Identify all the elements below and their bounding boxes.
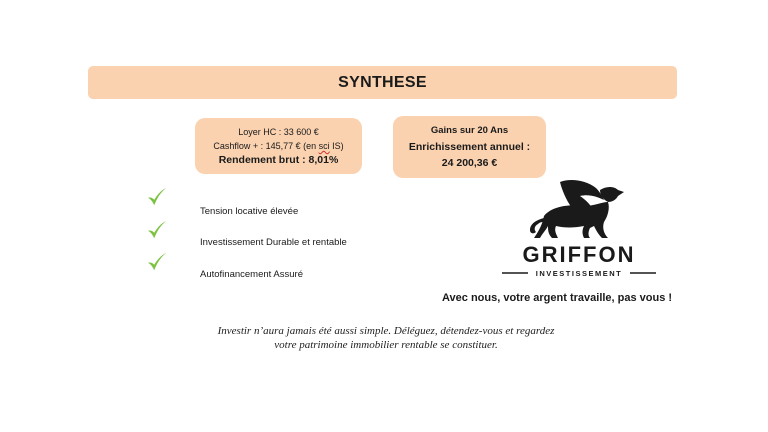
logo-tagline: INVESTISSEMENT: [535, 269, 623, 278]
check-item-durable: [146, 219, 347, 248]
checkmark-icon: [146, 219, 168, 241]
quote-line-1: Investir n’aura jamais été aussi simple. Déléguez, détendez-vous et regardez: [217, 325, 555, 337]
check-label: Tension locative élevée: [200, 206, 299, 217]
check-item-tension: [146, 186, 299, 217]
loyer-line: Loyer HC : 33 600 €: [238, 127, 319, 137]
checkmark-icon: [146, 186, 168, 208]
enrichissement-line: Enrichissement annuel :: [408, 141, 531, 153]
check-label: Investissement Durable et rentable: [200, 237, 347, 248]
rent-summary-card: [195, 118, 362, 174]
griffon-logo: [500, 176, 658, 280]
cashflow-prefix: Cashflow + : 145,77 € (en: [213, 141, 319, 151]
gains-line: Gains sur 20 Ans: [430, 125, 509, 136]
montant-line: 24 200,36 €: [441, 157, 498, 169]
cashflow-line: [213, 139, 343, 153]
griffin-icon: [530, 180, 624, 238]
cashflow-sci: sci: [318, 141, 330, 151]
check-label: Autofinancement Assuré: [200, 269, 303, 280]
checkmark-icon: [146, 251, 168, 273]
synthese-title-bar: [88, 66, 677, 99]
cashflow-suffix: IS): [329, 141, 344, 151]
page-title: SYNTHESE: [338, 73, 427, 91]
check-item-autofinancement: [146, 251, 303, 280]
slogan: Avec nous, votre argent travaille, pas vous !: [442, 292, 673, 304]
logo-name: GRIFFON: [522, 242, 636, 267]
rendement-line: Rendement brut : 8,01%: [218, 154, 339, 166]
gains-card: [393, 116, 546, 178]
quote: [168, 324, 604, 352]
quote-line-2: votre patrimoine immobilier rentable se constituer.: [274, 339, 498, 351]
